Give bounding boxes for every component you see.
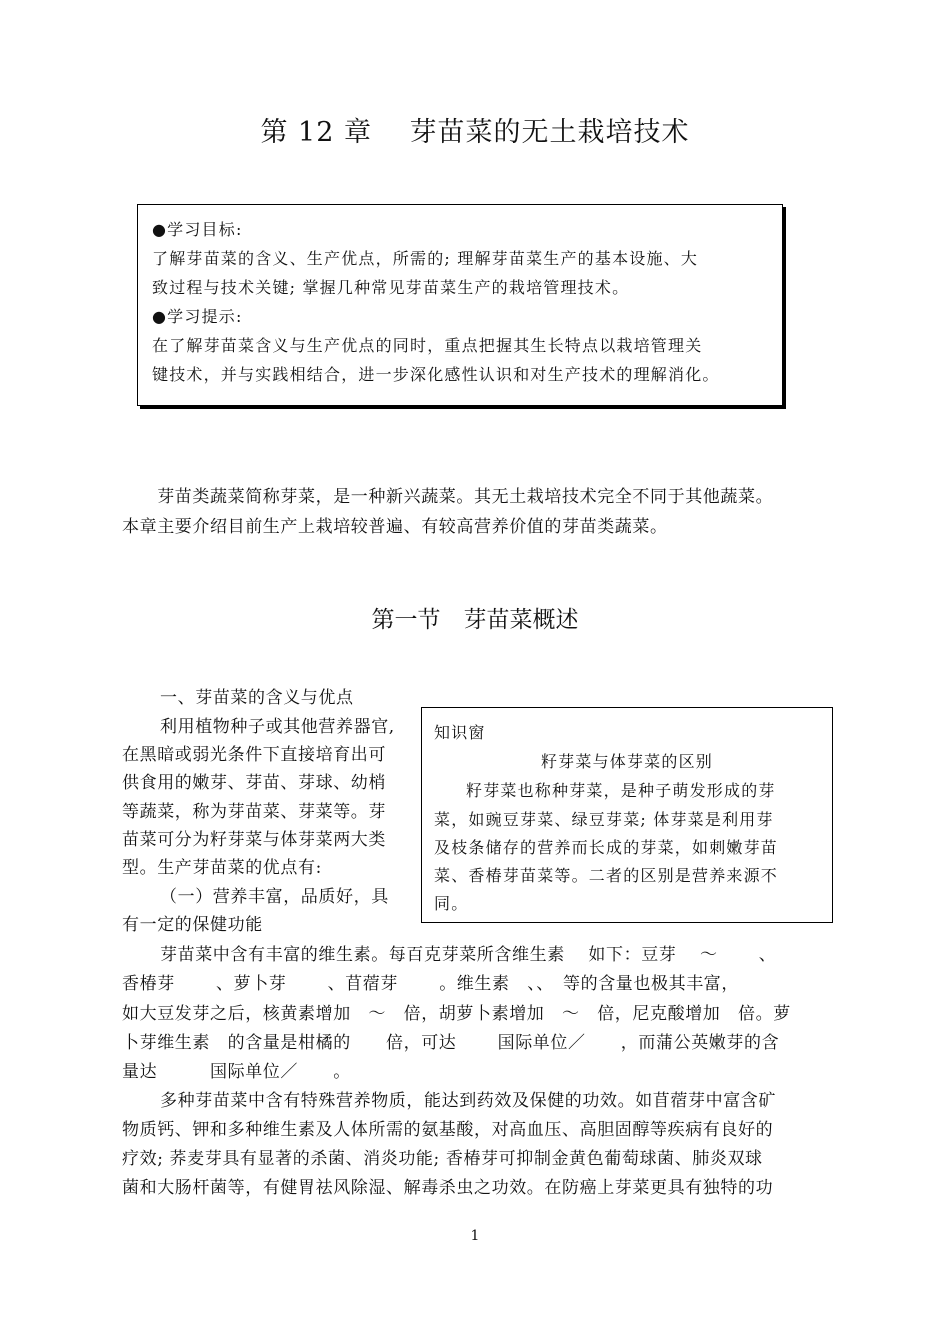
goal-line: ●学习提示: <box>152 307 243 326</box>
knowledge-window-box <box>421 707 833 923</box>
page-number: 1 <box>470 1228 480 1244</box>
section-title: 第一节 芽苗菜概述 <box>371 607 579 633</box>
left-column-line: 等蔬菜，称为芽苗菜、芽菜等。芽 <box>122 802 386 822</box>
subsection-heading: 一、芽苗菜的含义与优点 <box>160 688 354 708</box>
chapter-title: 第 12 章 芽苗菜的无土栽培技术 <box>260 117 690 148</box>
left-column-line: 有一定的保健功能 <box>122 915 263 935</box>
intro-line: 本章主要介绍目前生产上栽培较普遍、有较高营养价值的芽苗类蔬菜。 <box>122 517 668 537</box>
learning-goals-box <box>137 204 783 406</box>
goal-line: ●学习目标: <box>152 220 243 239</box>
knowledge-line: 菜，如豌豆芽菜、绿豆芽菜; 体芽菜是利用芽 <box>434 810 774 829</box>
knowledge-line: 菜、香椿芽苗菜等。二者的区别是营养来源不 <box>434 866 779 885</box>
body-line: 菌和大肠杆菌等，有健胃祛风除湿、解毒杀虫之功效。在防癌上芽菜更具有独特的功 <box>122 1178 774 1198</box>
intro-line: 芽苗类蔬菜简称芽菜，是一种新兴蔬菜。其无土栽培技术完全不同于其他蔬菜。 <box>122 487 774 507</box>
goal-line: 致过程与技术关键; 掌握几种常见芽苗菜生产的栽培管理技术。 <box>152 278 630 297</box>
goal-line: 了解芽苗菜的含义、生产优点，所需的; 理解芽苗菜生产的基本设施、大 <box>152 249 699 268</box>
goal-line: 在了解芽苗菜含义与生产优点的同时，重点把握其生长特点以栽培管理关 <box>152 336 703 355</box>
body-line: 如大豆发芽之后，核黄素增加 ～ 倍，胡萝卜素增加 ～ 倍，尼克酸增加 倍。萝 <box>122 1004 791 1024</box>
knowledge-title: 籽芽菜与体芽菜的区别 <box>540 752 713 771</box>
knowledge-line: 及枝条储存的营养而长成的芽菜，如刺嫩芽苗 <box>434 838 779 857</box>
knowledge-line: 籽芽菜也称种芽菜，是种子萌发形成的芽 <box>466 781 776 800</box>
left-column-line: （一）营养丰富，品质好，具 <box>160 887 389 907</box>
left-column-line: 供食用的嫩芽、芽苗、芽球、幼梢 <box>122 773 386 793</box>
body-line: 卜芽维生素 的含量是柑橘的 倍，可达 国际单位／ ，而蒲公英嫩芽的含 <box>122 1033 780 1053</box>
body-line: 多种芽苗菜中含有特殊营养物质，能达到药效及保健的功效。如苜蓿芽中富含矿 <box>160 1091 776 1111</box>
body-line: 量达 国际单位／ 。 <box>122 1062 351 1082</box>
knowledge-header: 知识窗 <box>434 723 486 742</box>
left-column-line: 在黑暗或弱光条件下直接培育出可 <box>122 745 386 765</box>
knowledge-line: 同。 <box>434 894 469 913</box>
left-column-line: 型。生产芽苗菜的优点有: <box>122 858 322 878</box>
body-line: 物质钙、钾和多种维生素及人体所需的氨基酸，对高血压、高胆固醇等疾病有良好的 <box>122 1120 774 1140</box>
goal-line: 键技术，并与实践相结合，进一步深化感性认识和对生产技术的理解消化。 <box>152 365 720 384</box>
left-column-line: 苗菜可分为籽芽菜与体芽菜两大类 <box>122 830 386 850</box>
body-line: 香椿芽 、萝卜芽 、苜蓿芽 。维生素 、、 等的含量也极其丰富， <box>122 974 740 994</box>
body-line: 疗效; 荞麦芽具有显著的杀菌、消炎功能; 香椿芽可抑制金黄色葡萄球菌、肺炎双球 <box>122 1149 763 1169</box>
left-column-line: 利用植物种子或其他营养器官, <box>160 717 395 737</box>
body-line: 芽苗菜中含有丰富的维生素。每百克芽菜所含维生素 如下：豆芽 ～ 、 <box>160 945 777 965</box>
